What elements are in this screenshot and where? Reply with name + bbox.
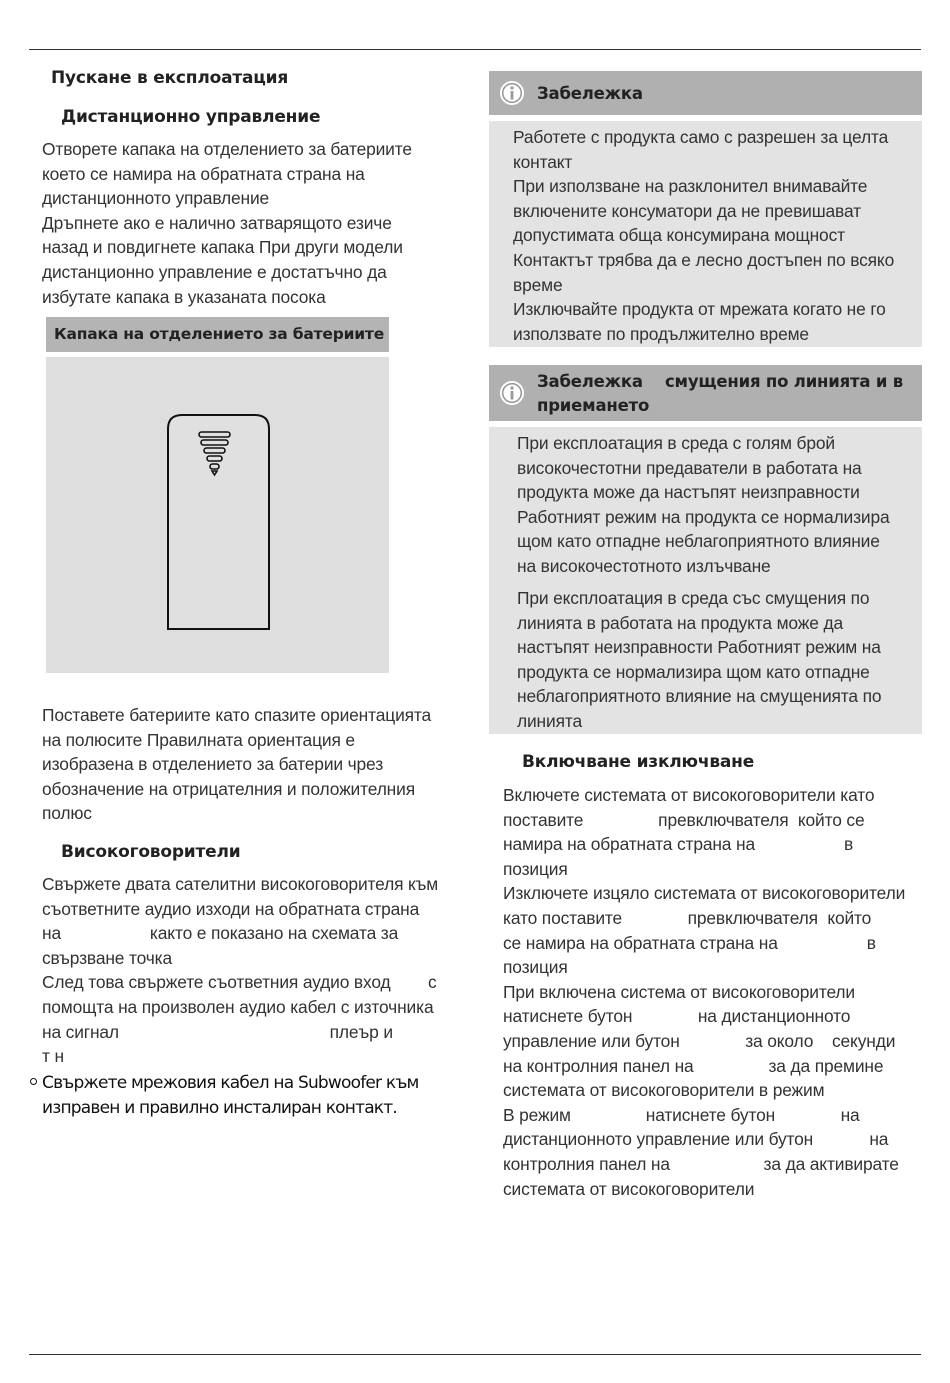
text-line: време	[513, 274, 563, 295]
note-text	[513, 125, 894, 346]
text-line: избутате капака в указаната посока	[42, 286, 326, 307]
text-line: При експлоатация в среда с голям брой	[517, 433, 835, 453]
text-line: дистанционното управление	[42, 188, 270, 209]
bullet-item	[42, 1071, 419, 1121]
text-line: продукта се нормализира щом като отпадне	[517, 661, 870, 682]
text-line: В режим натиснете бутон на	[503, 1104, 860, 1125]
text-line: съответните аудио изходи на обратната страна	[42, 898, 420, 919]
figure-caption: Капака на отделението за батериите	[54, 325, 385, 343]
power-paragraph	[503, 783, 905, 1201]
battery-cover-figure	[46, 357, 389, 673]
note-header	[489, 71, 922, 115]
text-line: на високочестотното излъчване	[517, 555, 771, 576]
remote-paragraph	[42, 137, 412, 309]
text-line: свързване точка	[42, 947, 173, 968]
text-line: на както е показано на схемата за	[42, 923, 399, 944]
text-line: Забележка смущения по линията и в	[537, 372, 903, 391]
figure-caption-bar	[46, 317, 389, 352]
text-line: Работете с продукта само с разрешен за целта	[513, 127, 889, 147]
note-body	[489, 121, 922, 347]
text-line: щом като отпадне неблагоприятното влияние	[517, 531, 880, 552]
text-line: т н	[42, 1046, 64, 1067]
top-rule	[29, 49, 921, 50]
note-title: Забележка	[537, 84, 643, 103]
text-line: включените консуматори да не превишават	[513, 200, 861, 221]
info-icon	[499, 80, 525, 106]
text-line: обозначение на отрицателния и положителния	[42, 778, 415, 799]
text-line: се намира на обратната страна на в	[503, 932, 876, 953]
interference-note-title	[537, 370, 903, 418]
text-line: на контролния панел на за да премине	[503, 1055, 884, 1076]
speakers-heading: Високоговорители	[61, 842, 241, 862]
note-text	[517, 431, 890, 579]
text-line: полюс	[42, 803, 92, 824]
text-line: Поставете батериите като спазите ориентацията	[42, 705, 432, 725]
text-line: продукта може да настъпят неизправности	[517, 482, 860, 503]
battery-cover-illustration	[46, 357, 389, 673]
text-line: позиция	[503, 858, 568, 879]
text-line: натиснете бутон на дистанционното	[503, 1006, 851, 1027]
text-line: системата от високоговорители в режим	[503, 1080, 825, 1101]
text-line: линията в работата на продукта може да	[517, 612, 843, 633]
remote-heading: Дистанционно управление	[61, 107, 321, 127]
text-line: Свържете мрежовия кабел на Subwoofer към	[42, 1073, 419, 1093]
text-line: използвате по продължително време	[513, 323, 809, 344]
text-line: изобразена в отделението за батерии чрез	[42, 754, 384, 775]
text-line: изправен и правилно инсталиран контакт.	[42, 1098, 397, 1118]
text-line: Изключвайте продукта от мрежата когато не го	[513, 299, 886, 320]
text-line: допустимата обща консумирана мощност	[513, 225, 845, 246]
text-line: на сигнал плеър и	[42, 1021, 393, 1042]
text-line: на полюсите Правилната ориентация е	[42, 729, 355, 750]
text-line: Изключете изцяло системата от високоговорители	[503, 883, 906, 904]
text-line: неблагоприятното влияние на смущенията по	[517, 686, 882, 707]
text-line: намира на обратната страна на в	[503, 834, 854, 855]
text-line: Контактът трябва да е лесно достъпен по всяко	[513, 249, 895, 270]
battery-paragraph	[42, 703, 431, 826]
text-line: контакт	[513, 151, 573, 172]
text-line: Свържете двата сателитни високоговорителя към	[42, 874, 439, 894]
text-line: поставите превключвателя който се	[503, 809, 865, 830]
text-line: настъпят неизправности Работният режим на	[517, 637, 881, 658]
text-line: като поставите превключвателя който	[503, 907, 872, 928]
section-title: Пускане в експлоатация	[51, 68, 289, 88]
bullet-icon	[30, 1078, 37, 1085]
text-line: Работният режим на продукта се нормализира	[517, 506, 890, 527]
text-line: високочестотни предаватели в работата на	[517, 457, 862, 478]
text-line: Дръпнете ако е налично затварящото езиче	[42, 212, 392, 233]
text-line: дистанционното управление или бутон на	[503, 1129, 889, 1150]
text-line: При експлоатация в среда със смущения по	[517, 588, 870, 608]
text-line: Включете системата от високоговорители като	[503, 785, 875, 805]
text-line: позиция	[503, 957, 568, 978]
text-line: При включена система от високоговорители	[503, 981, 855, 1002]
text-line: дистанционно управление е достатъчно да	[42, 261, 387, 282]
interference-note-body	[489, 427, 922, 734]
text-line: помощта на произволен аудио кабел с източника	[42, 996, 434, 1017]
text-line: Отворете капака на отделението за батериите	[42, 139, 412, 159]
interference-note-header	[489, 365, 922, 421]
text-line: което се намира на обратната страна на	[42, 163, 365, 184]
text-line: системата от високоговорители	[503, 1178, 755, 1199]
text-line: управление или бутон за около секунди	[503, 1030, 896, 1051]
power-heading: Включване изключване	[522, 752, 755, 772]
info-icon	[499, 380, 525, 406]
text-line: линията	[517, 710, 582, 731]
text-line: контролния панел на за да активирате	[503, 1153, 899, 1174]
text-line: приемането	[537, 396, 650, 415]
speakers-paragraph	[42, 872, 438, 1069]
text-line: При използване на разклонител внимавайте	[513, 176, 868, 197]
note-text	[517, 586, 881, 734]
text-line: назад и повдигнете капака При други модели	[42, 237, 403, 258]
bottom-rule	[29, 1354, 921, 1355]
text-line: След това свържете съответния аудио вход с	[42, 972, 437, 993]
